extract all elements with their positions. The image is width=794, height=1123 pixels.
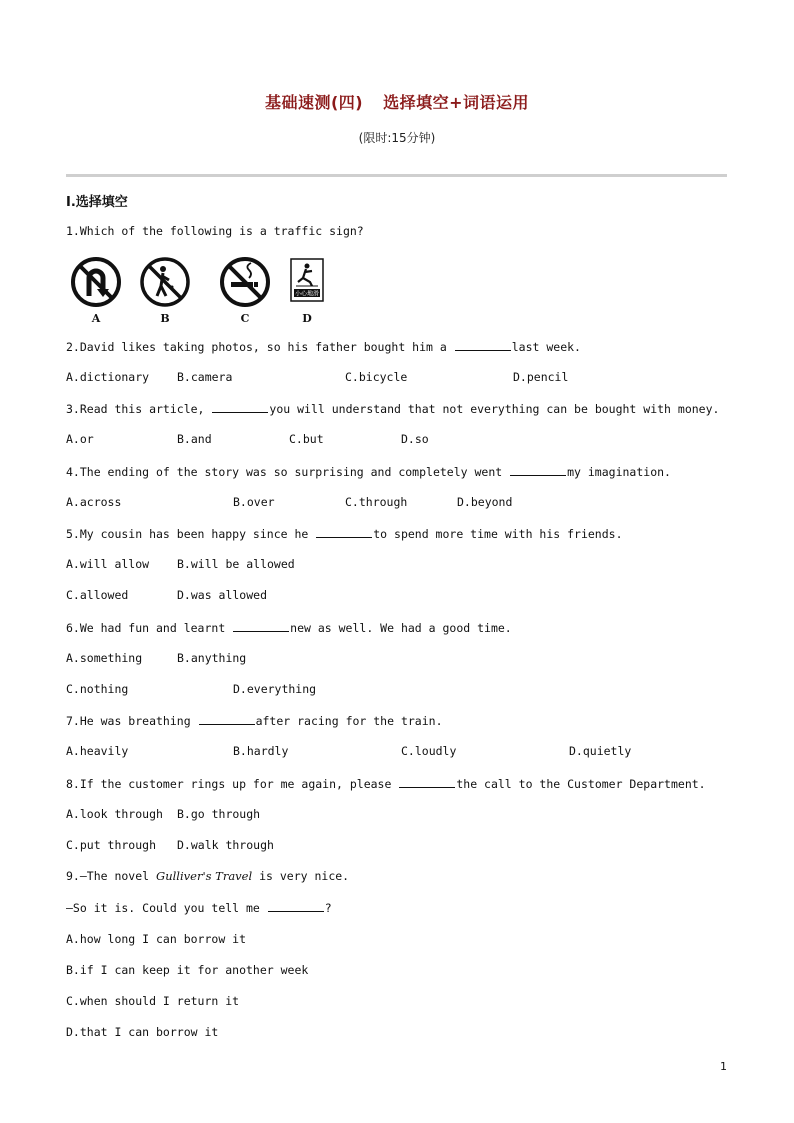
option-c: C.loudly — [401, 744, 457, 758]
question-text: 3.Read this article, — [66, 402, 212, 416]
question-text: the call to the Customer Department. — [456, 777, 706, 791]
question-3-stem — [66, 401, 719, 416]
question-2-stem — [66, 339, 581, 354]
question-text: 9.—The novel — [66, 869, 157, 883]
option-a: A.will allow — [66, 557, 150, 571]
no-u-turn-icon — [70, 256, 122, 308]
caution-wet-floor-icon — [290, 258, 324, 302]
option-c: C.nothing — [66, 682, 129, 696]
option-d: D.that I can borrow it — [66, 1025, 219, 1039]
divider — [66, 174, 727, 177]
question-text: to spend more time with his friends. — [373, 527, 623, 541]
option-b: B.and — [177, 432, 212, 446]
option-a: A.look through — [66, 807, 163, 821]
page-number: 1 — [720, 1060, 727, 1073]
option-label-a: A — [91, 312, 101, 325]
option-b: B.camera — [177, 370, 233, 384]
title-part-2: 选择填空+词语运用 — [383, 93, 530, 112]
no-smoking-icon — [219, 256, 271, 308]
no-littering-icon — [139, 256, 191, 308]
option-a: A.across — [66, 495, 122, 509]
title-part-1: 基础速测(四) — [264, 93, 364, 112]
question-4-stem — [66, 464, 671, 479]
question-5-stem — [66, 526, 623, 541]
option-b: B.anything — [177, 651, 247, 665]
option-d: D.quietly — [569, 744, 632, 758]
option-a: A.something — [66, 651, 143, 665]
option-a: A.heavily — [66, 744, 129, 758]
question-text: my imagination. — [567, 465, 671, 479]
option-c: C.bicycle — [345, 370, 408, 384]
option-a: A.how long I can borrow it — [66, 932, 247, 946]
question-8-stem — [66, 776, 706, 791]
option-c: C.through — [345, 495, 408, 509]
question-text: is very nice. — [252, 869, 350, 883]
answer-blank — [316, 526, 372, 538]
answer-blank — [268, 900, 324, 912]
option-d: D.beyond — [457, 495, 513, 509]
sign-caption: 小心地滑 — [294, 290, 320, 298]
option-c: C.when should I return it — [66, 994, 240, 1008]
option-label-c: C — [240, 312, 250, 325]
question-7-stem — [66, 713, 443, 728]
question-text: you will understand that not everything can be bought with money. — [269, 402, 720, 416]
answer-blank — [233, 620, 289, 632]
answer-blank — [510, 464, 566, 476]
question-text: 4.The ending of the story was so surprising and completely went — [66, 465, 510, 479]
option-b: B.if I can keep it for another week — [66, 963, 309, 977]
option-d: D.so — [401, 432, 429, 446]
option-a: A.dictionary — [66, 370, 150, 384]
question-text: 6.We had fun and learnt — [66, 621, 233, 635]
page-title — [0, 90, 794, 113]
answer-blank — [455, 339, 511, 351]
question-text: 8.If the customer rings up for me again, please — [66, 777, 399, 791]
time-limit: (限时:15分钟) — [358, 131, 436, 145]
option-d: D.everything — [233, 682, 317, 696]
question-text: last week. — [511, 340, 581, 354]
question-9-stem — [66, 869, 349, 883]
option-c: C.but — [289, 432, 324, 446]
option-d: D.pencil — [513, 370, 569, 384]
option-b: B.will be allowed — [177, 557, 295, 571]
option-a: A.or — [66, 432, 94, 446]
answer-blank — [212, 401, 268, 413]
question-9-reply — [66, 900, 332, 915]
option-b: B.over — [233, 495, 275, 509]
option-d: D.was allowed — [177, 588, 268, 602]
option-label-d: D — [302, 312, 312, 325]
question-text: 2.David likes taking photos, so his father bought him a — [66, 340, 454, 354]
option-c: C.put through — [66, 838, 157, 852]
option-b: B.go through — [177, 807, 261, 821]
question-text: —So it is. Could you tell me — [66, 901, 267, 915]
answer-blank — [399, 776, 455, 788]
question-6-stem — [66, 620, 512, 635]
option-c: C.allowed — [66, 588, 129, 602]
book-title: Gulliver's Travel — [156, 869, 253, 883]
section-title: Ⅰ.选择填空 — [66, 195, 128, 210]
question-text: 7.He was breathing — [66, 714, 198, 728]
question-text: new as well. We had a good time. — [290, 621, 512, 635]
question-text: ? — [324, 901, 332, 915]
option-b: B.hardly — [233, 744, 289, 758]
question-1-stem: 1.Which of the following is a traffic sign? — [66, 224, 364, 238]
answer-blank — [199, 713, 255, 725]
option-label-b: B — [160, 312, 170, 325]
question-text: 5.My cousin has been happy since he — [66, 527, 316, 541]
option-d: D.walk through — [177, 838, 274, 852]
question-text: after racing for the train. — [255, 714, 443, 728]
